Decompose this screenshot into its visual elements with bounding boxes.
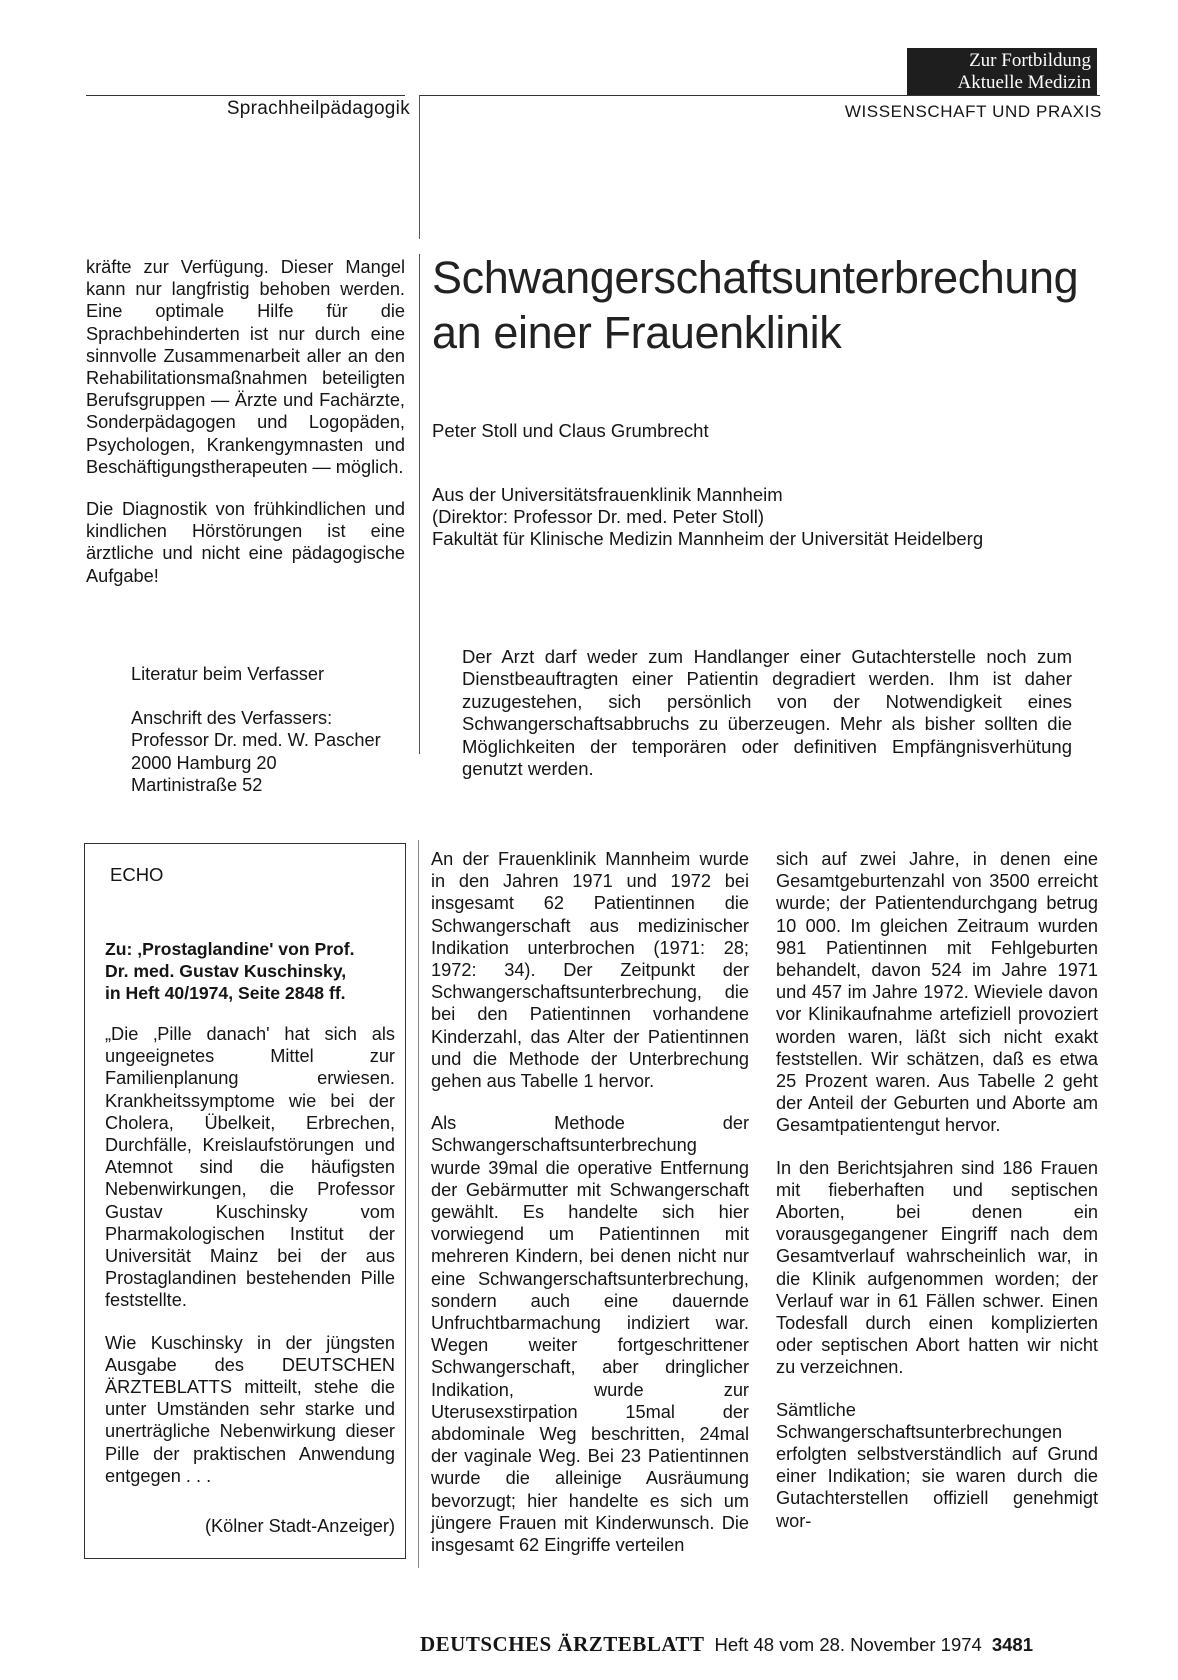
header-rule-left — [86, 95, 405, 96]
paragraph: Sämtliche Schwangerschaftsunterbrechungen erfolgten selbstverständlich auf Grund einer Indikation; sie waren durch die Gutachterstellen offiziell genehmigt wor- — [776, 1399, 1098, 1531]
badge-line-1: Zur Fortbildung — [969, 50, 1091, 71]
address-line: Professor Dr. med. W. Pascher — [131, 730, 381, 751]
header-divider — [419, 95, 420, 239]
paragraph: Als Methode der Schwangerschaftsunterbrechung wurde 39mal die operative Entfernung der Gebärmutter mit Schwangerschaft gewählt. Es handelte sich hier vorwiegend um Patientinnen mit mehreren Kindern, bei denen nicht nur eine Schwangerschaftsunterbrechung, sondern auch eine dauernde Unfruchtbarmachung indiziert war. Wegen weiter fortgeschrittener Schwangerschaft, aber dringlicher Indikation, wurde zur Uterusexstirpation 15mal der abdominale Weg beschritten, 24mal der vaginale Weg. Bei 23 Patientinnen wurde die alleinige Ausräumung bevorzugt; hier handelte es sich um jüngere Frauen mit Kinderwunsch. Die insgesamt 62 Eingriffe verteilen — [431, 1113, 749, 1556]
paragraph: In den Berichtsjahren sind 186 Frauen mit fieberhaften und septischen Aborten, bei denen ein vorausgegangener Eingriff nach dem Gesamtverlauf wahrscheinlich war, in die Klinik aufgenommen worden; der Verlauf war in 61 Fällen schwer. Einen Todesfall durch einen komplizierten oder septischen Abort hatten wir nicht zu verzeichnen. — [776, 1157, 1098, 1378]
page-number: 3481 — [991, 1634, 1033, 1655]
echo-heading-line: Zu: ‚Prostaglandine' von Prof. — [105, 939, 355, 959]
paragraph: Die Diagnostik von frühkindlichen und kindlichen Hörstörungen ist eine ärztliche und nicht eine pädagogische Aufgabe! — [86, 499, 405, 586]
section-name-left: Sprachheilpädagogik — [226, 98, 410, 119]
article-authors: Peter Stoll und Claus Grumbrecht — [432, 420, 709, 441]
author-references — [131, 663, 421, 796]
article-abstract: Der Arzt darf weder zum Handlanger einer Gutachterstelle noch zum Dienstbeauftragten einer Patientin degradiert werden. Ihm ist daher zuzugestehen, sich persönlich von der Notwendigkeit eines Schwangerschaftsabbruchs zu überzeugen. Mehr als bisher sollten die Möglichkeiten der temporären oder definitiven Empfängnisverhütung genutzt werden. — [462, 646, 1072, 780]
affiliation-line: Aus der Universitätsfrauenklinik Mannheim — [432, 484, 783, 505]
paragraph: An der Frauenklinik Mannheim wurde in den Jahren 1971 und 1972 bei insgesamt 62 Patientinnen die Schwangerschaft aus medizinischer Indikation unterbrochen (1971: 28; 1972: 34). Der Zeitpunkt der Schwangerschaftsunterbrechung, die bei den Patientinnen vorhandene Kinderzahl, das Alter der Patientinnen und die Methode der Unterbrechung gehen aus Tabelle 1 hervor. — [431, 849, 749, 1092]
section-badge — [907, 48, 1097, 96]
address-line: Martinistraße 52 — [131, 774, 263, 795]
page-footer — [420, 1632, 1033, 1657]
article-column-2 — [776, 848, 1098, 1552]
issue-info: Heft 48 vom 28. November 1974 — [714, 1634, 982, 1655]
echo-heading — [105, 938, 395, 1004]
badge-line-2: Aktuelle Medizin — [957, 72, 1091, 93]
article-title — [432, 250, 1112, 360]
left-column-text — [86, 256, 405, 607]
title-line: an einer Frauenklinik — [432, 307, 842, 358]
paragraph: sich auf zwei Jahre, in denen eine Gesamtgeburtenzahl von 3500 erreicht wurde; der Patientendurchgang betrug 10 000. Im gleichen Zeitraum wurden 981 Patientinnen mit Fehlgeburten behandelt, davon 524 im Jahre 1971 und 457 im Jahre 1972. Wieviele davon vor Klinikaufnahme artefiziell provoziert worden waren, läßt sich nicht exakt feststellen. Wir schätzen, daß es etwa 25 Prozent waren. Aus Tabelle 2 geht der Anteil der Geburten und Aborte am Gesamtpatientengut hervor. — [776, 849, 1098, 1136]
header-rule-right — [420, 95, 1100, 96]
column-divider-lower — [418, 840, 419, 1568]
affiliation-line: (Direktor: Professor Dr. med. Peter Stoll) — [432, 506, 765, 527]
address-line: 2000 Hamburg 20 — [131, 752, 277, 773]
paragraph: „Die ‚Pille danach' hat sich als ungeeignetes Mittel zur Familienplanung erwiesen. Krankheitssymptome wie bei der Cholera, Übelkeit, Erbrechen, Durchfälle, Kreislaufstörungen und Atemnot sind die häufigsten Nebenwirkungen, die Professor Gustav Kuschinsky vom Pharmakologischen Institut der Universität Mainz bei der aus Prostaglandinen bestehenden Pille feststellte. — [105, 1024, 395, 1311]
paragraph: Wie Kuschinsky in der jüngsten Ausgabe des DEUTSCHEN ÄRZTEBLATTS mitteilt, stehe die unter Umständen sehr starke und unerträgliche Nebenwirkung dieser Pille der praktischen Anwendung entgegen . . . — [105, 1332, 395, 1486]
affiliation-line: Fakultät für Klinische Medizin Mannheim der Universität Heidelberg — [432, 528, 984, 549]
echo-heading-line: Dr. med. Gustav Kuschinsky, — [105, 961, 347, 981]
paragraph: kräfte zur Verfügung. Dieser Mangel kann nur langfristig behoben werden. Eine optimale Hilfe für die Sprachbehinderten ist nur durch eine sinnvolle Zusammenarbeit aller an den Rehabilitationsmaßnahmen beteiligten Berufsgruppen — Ärzte und Fachärzte, Sonderpädagogen und Logopäden, Psychologen, Krankengymnasten und Beschäftigungstherapeuten — möglich. — [86, 257, 405, 477]
journal-name: DEUTSCHES ÄRZTEBLATT — [420, 1632, 705, 1656]
address-line: Anschrift des Verfassers: — [131, 708, 333, 729]
echo-heading-line: in Heft 40/1974, Seite 2848 ff. — [105, 983, 346, 1003]
section-name-right: WISSENSCHAFT UND PRAXIS — [844, 102, 1102, 121]
literature-note: Literatur beim Verfasser — [131, 664, 325, 684]
article-column-1 — [431, 848, 749, 1576]
article-affiliation — [432, 484, 983, 550]
echo-label: ECHO — [110, 864, 164, 885]
echo-body — [105, 1023, 395, 1507]
title-line: Schwangerschaftsunterbrechung — [432, 252, 1079, 303]
echo-source: (Kölner Stadt-Anzeiger) — [204, 1516, 395, 1536]
